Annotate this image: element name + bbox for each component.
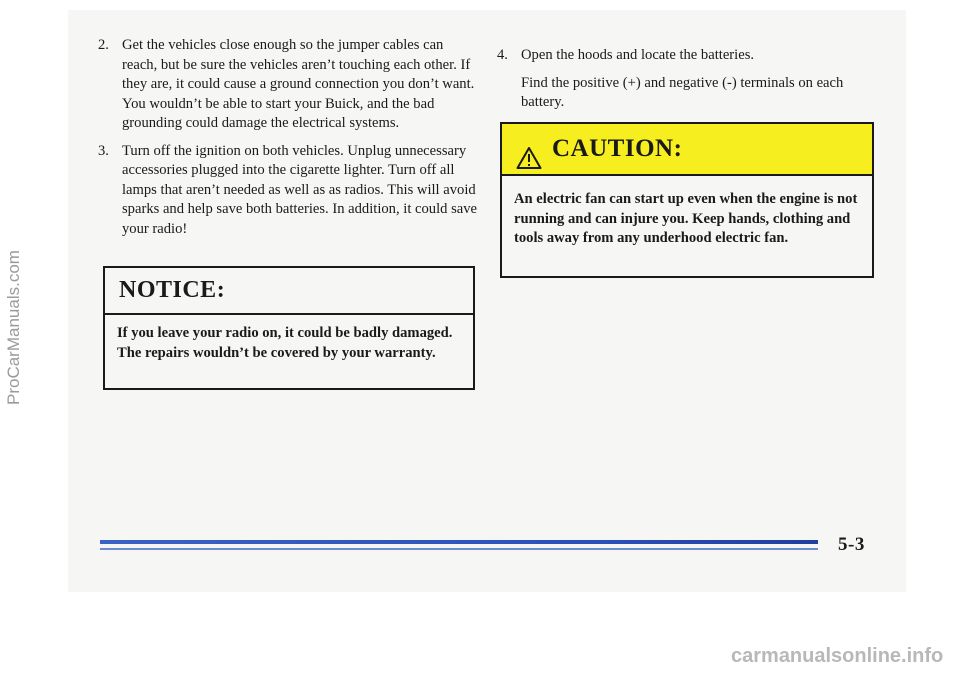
step-text: Get the vehicles close enough so the jumper cables can reach, but be sure the vehicles aren’t touching each other. If they are, it could cause a ground connection you don’t want. You wouldn’t be able to start your Buick, and the bad grounding could damage the electrical systems.: [122, 37, 475, 131]
terminal-paragraph: Find the positive (+) and negative (-) terminals on each battery.: [521, 74, 844, 110]
step-text: Open the hoods and locate the batteries.: [521, 47, 755, 63]
step-3: [98, 142, 478, 240]
step-number: 3.: [98, 142, 109, 159]
right-column: [497, 46, 877, 113]
step-number: 2.: [98, 37, 109, 53]
side-watermark: ProCarManuals.com: [4, 250, 23, 405]
notice-title: NOTICE:: [105, 268, 473, 315]
notice-body: If you leave your radio on, it could be badly damaged. The repairs wouldn’t be covered by your warranty.: [117, 325, 453, 361]
footer-rule-thin: [100, 548, 818, 550]
caution-box: [500, 122, 874, 278]
step-text: Turn off the ignition on both vehicles. Unplug unnecessary accessories plugged into the cigarette lighter. Turn off all lamps that aren’t needed as well as as radios. This will avoid sparks and help save both batteries. In addition, it could save your radio!: [122, 142, 478, 237]
page-number: 5-3: [838, 534, 865, 555]
left-column: [98, 36, 478, 247]
step-2: [98, 36, 478, 134]
step-number: 4.: [497, 47, 508, 63]
footer-rule: [100, 540, 818, 544]
caution-body: An electric fan can start up even when the engine is not running and can injure you. Keep hands, clothing and tools away from any underhood electric fan.: [514, 191, 858, 246]
notice-box: [103, 266, 475, 390]
warning-triangle-icon: [516, 137, 542, 161]
step-4: [497, 46, 877, 66]
caution-header: [502, 124, 872, 176]
caution-title: CAUTION:: [552, 135, 683, 162]
bottom-watermark: carmanualsonline.info: [731, 645, 944, 667]
